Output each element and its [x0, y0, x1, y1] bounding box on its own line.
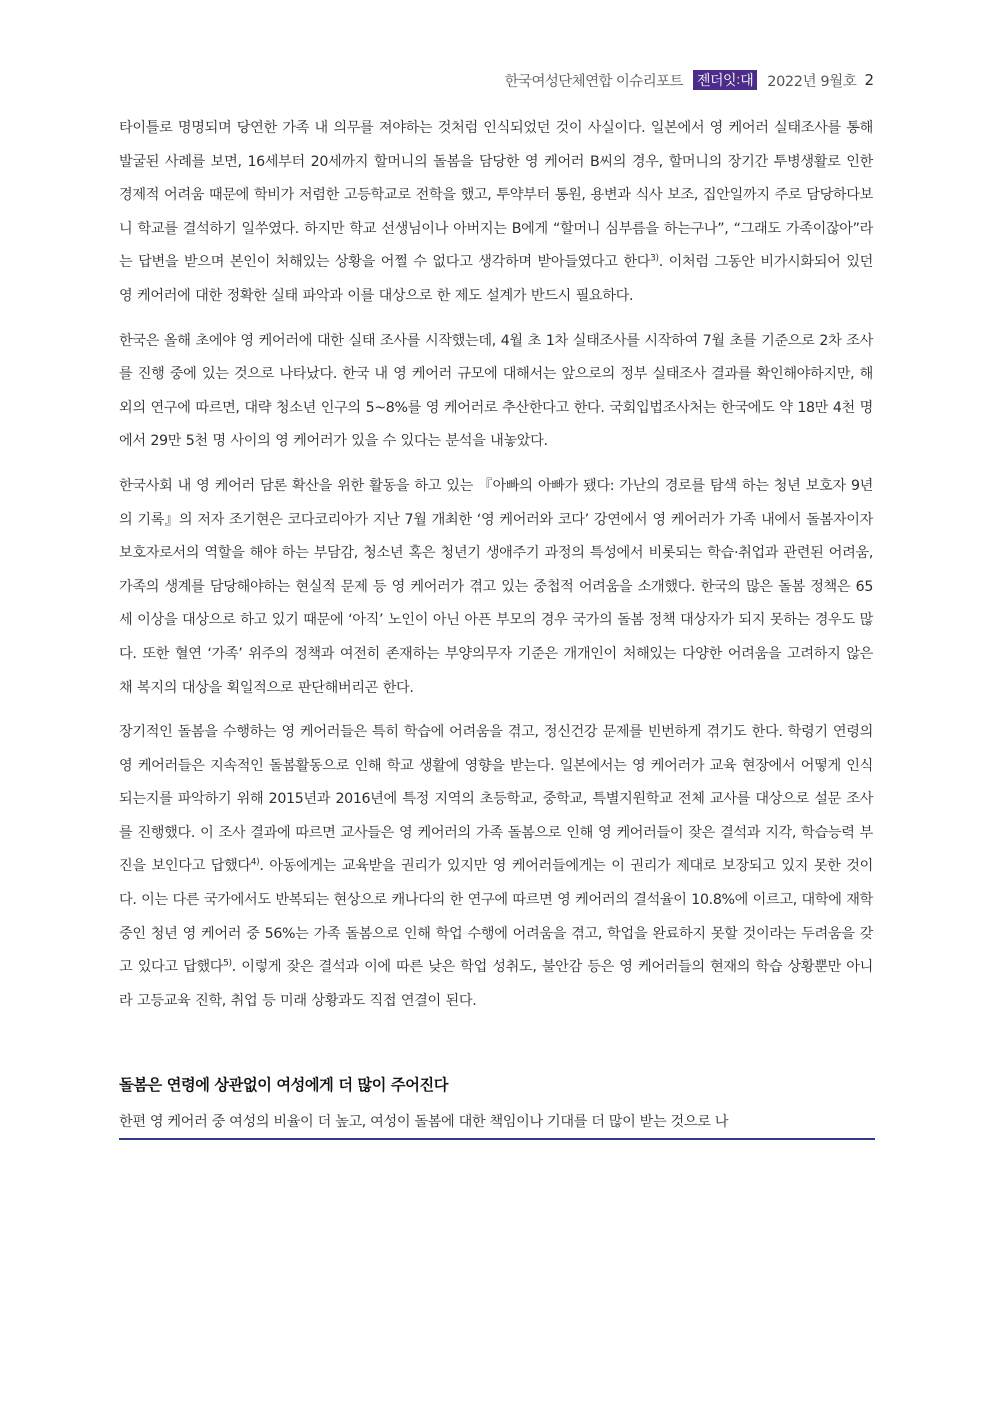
paragraph-1-tail: . 이처럼 그동안 비가시화되어 있던 영 케어러에 대한 정확한 실태 파악과 이를 대상으로 한 제도 설계가 반드시 필요하다.	[119, 254, 873, 304]
paragraph-4-end: . 이렇게 잦은 결석과 이에 따른 낮은 학업 성취도, 불안감 등은 영 케어러들의 현재의 학습 상황뿐만 아니라 고등교육 진학, 취업 등 미래 상황과도 직접 연결이 된다.	[119, 959, 873, 1009]
footnote-ref-5: 5)	[223, 958, 232, 969]
paragraph-1	[119, 112, 873, 314]
footnote-ref-3: 3)	[650, 253, 659, 264]
brand-text-b: 대	[740, 73, 754, 89]
header-issue-date: 2022년 9월호	[767, 73, 857, 90]
paragraph-4	[119, 716, 873, 1018]
brand-text-a: 젠더잇	[696, 73, 737, 89]
article-body	[119, 112, 873, 1140]
page-header	[505, 68, 874, 92]
paragraph-2	[119, 325, 873, 459]
paragraph-4-text: 장기적인 돌봄을 수행하는 영 케어러들은 특히 학습에 어려움을 겪고, 정신건강 문제를 빈번하게 겪기도 한다. 학령기 연령의 영 케어러들은 지속적인 돌봄활동으로 인해 학교 생활에 영향을 받는다. 일본에서는 영 케어러가 교육 현장에서 어떻게 인식되는지를 파악하기 위해 2015년과 2016년에 특정 지역의 초등학교, 중학교, 특별지원학교 전체 교사를 대상으로 설문 조사를 진행했다. 이 조사 결과에 따르면 교사들은 영 케어러의 가족 돌봄으로 인해 영 케어러들이 잦은 결석과 지각, 학습능력 부진을 보인다고 답했다	[119, 724, 873, 875]
footnote-ref-4: 4)	[250, 857, 260, 868]
paragraph-1-text: 타이틀로 명명되며 당연한 가족 내 의무를 져야하는 것처럼 인식되었던 것이 사실이다. 일본에서 영 케어러 실태조사를 통해 발굴된 사례를 보면, 16세부터 20세까지 할머니의 돌봄을 담당한 영 케어러 B씨의 경우, 할머니의 장기간 투병생활로 인한 경제적 어려움 때문에 학비가 저렴한 고등학교로 전학을 했고, 투약부터 통원, 용변과 식사 보조, 집안일까지 주로 담당하다보니 학교를 결석하기 일쑤였다. 하지만 학교 선생님이나 아버지는 B에게 “할머니 심부름을 하는구나”, “그래도 가족이잖아”라는 답변을 받으며 본인이 처해있는 상황을 어쩔 수 없다고 생각하며 받아들였다고 한다	[119, 120, 873, 271]
header-org-title: 한국여성단체연합 이슈리포트	[504, 73, 683, 90]
paragraph-4-tail: . 아동에게는 교육받을 권리가 있지만 영 케어러들에게는 이 권리가 제대로 보장되고 있지 못한 것이다. 이는 다른 국가에서도 반복되는 현상으로 캐나다의 한 연구에 따르면 영 케어러의 결석율이 10.8%에 이르고, 대학에 재학 중인 청년 영 케어러 중 56%는 가족 돌봄으로 인해 학업 수행에 어려움을 겪고, 학업을 완료하지 못할 것이라는 두려움을 갖고 있다고 답했다	[119, 858, 873, 976]
page-number: 2	[864, 71, 874, 89]
paragraph-2-text: 한국은 올해 초에야 영 케어러에 대한 실태 조사를 시작했는데, 4월 초 1차 실태조사를 시작하여 7월 초를 기준으로 2차 조사를 진행 중에 있는 것으로 나타났다. 한국 내 영 케어러 규모에 대해서는 앞으로의 정부 실태조사 결과를 확인해야하지만, 해외의 연구에 따르면, 대략 청소년 인구의 5~8%를 영 케어러로 추산한다고 한다. 국회입법조사처는 한국에도 약 18만 4천 명에서 29만 5천 명 사이의 영 케어러가 있을 수 있다는 분석을 내놓았다.	[119, 332, 873, 450]
brand-dot: :	[736, 72, 741, 88]
section-first-line: 한편 영 케어러 중 여성의 비율이 더 높고, 여성이 돌봄에 대한 책임이나 기대를 더 많이 받는 것으로 나	[119, 1114, 729, 1131]
header-brand-logo	[693, 70, 757, 90]
paragraph-3	[119, 470, 873, 705]
section-heading: 돌봄은 연령에 상관없이 여성에게 더 많이 주어진다	[119, 1076, 449, 1095]
paragraph-3-text: 한국사회 내 영 케어러 담론 확산을 위한 활동을 하고 있는 『아빠의 아빠가 됐다: 가난의 경로를 탐색 하는 청년 보호자 9년의 기록』의 저자 조기현은 코다코리아가 지난 7월 개최한 ‘영 케어러와 코다’ 강연에서 영 케어러가 가족 내에서 돌봄자이자 보호자로서의 역할을 해야 하는 부담감, 청소년 혹은 청년기 생애주기 과정의 특성에서 비롯되는 학습·취업과 관련된 어려움, 가족의 생계를 담당해야하는 현실적 문제 등 영 케어러가 겪고 있는 중첩적 어려움을 소개했다. 한국의 많은 돌봄 정책은 65세 이상을 대상으로 하고 있기 때문에 ‘아직’ 노인이 아닌 아픈 부모의 경우 국가의 돌봄 정책 대상자가 되지 못하는 경우도 많다. 또한 혈연 ‘가족’ 위주의 정책과 여전히 존재하는 부양의무자 기준은 개개인이 처해있는 다양한 어려움을 고려하지 않은 채 복지의 대상을 획일적으로 판단해버리곤 한다.	[119, 477, 873, 696]
section-underline-rule	[119, 1138, 875, 1140]
